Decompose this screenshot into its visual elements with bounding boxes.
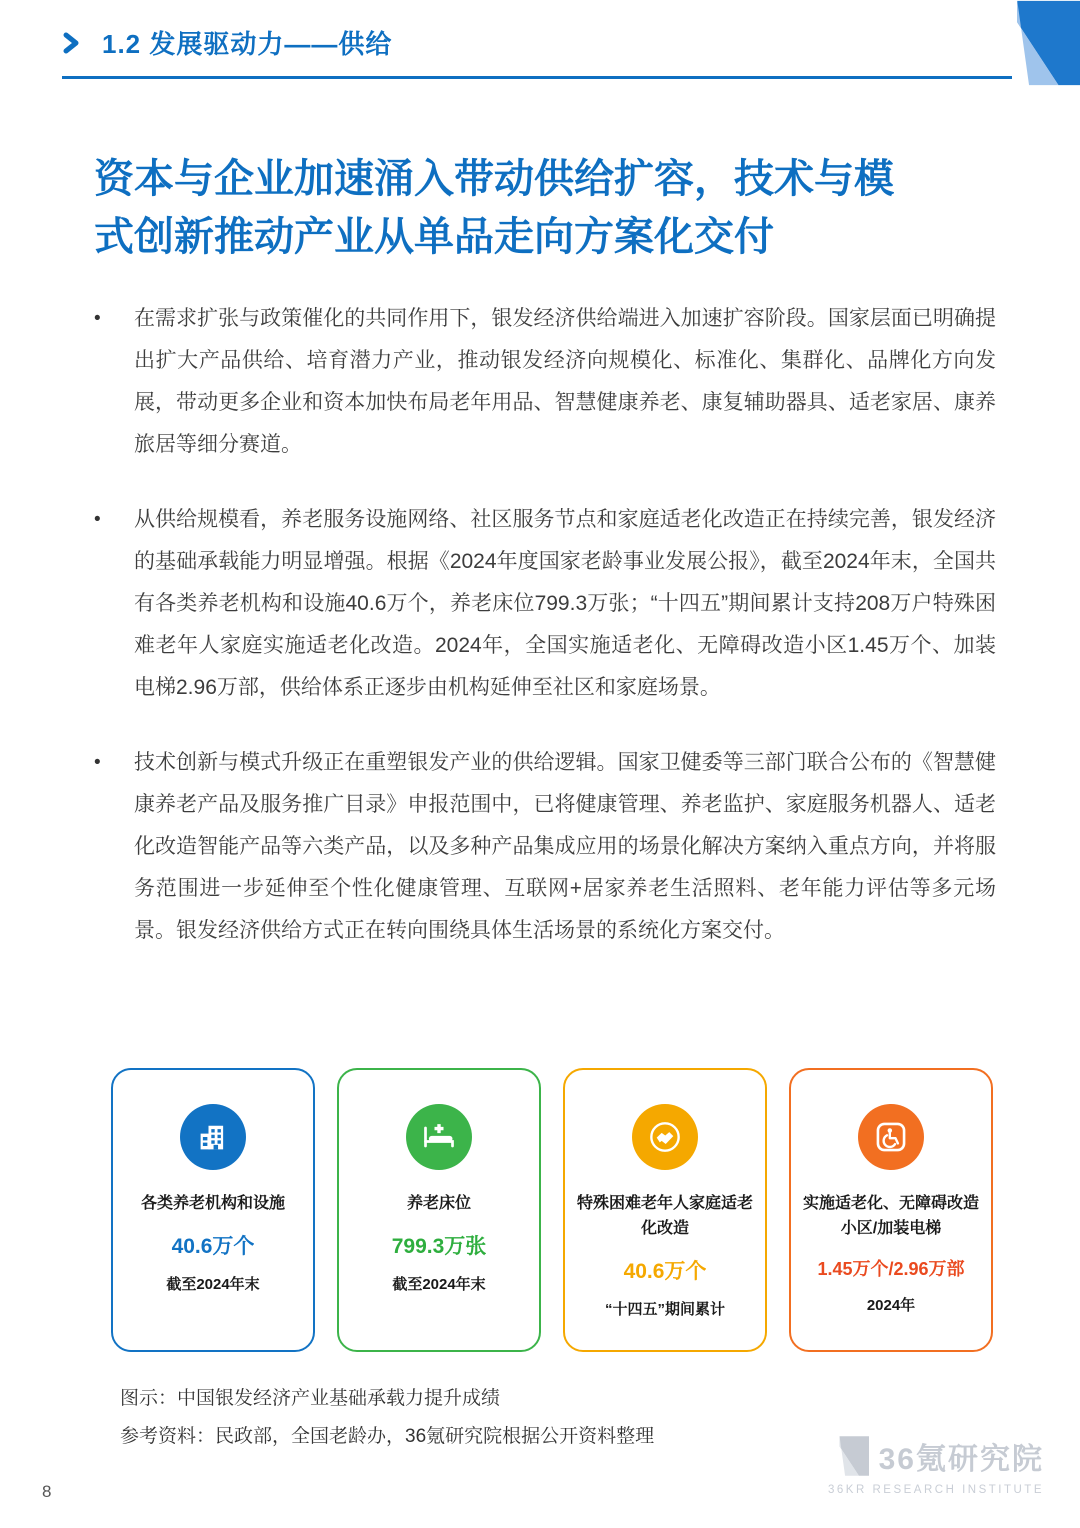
- stat-card-renovation: [563, 1068, 767, 1352]
- stat-note: 截至2024年末: [392, 1275, 486, 1293]
- stat-note: 2024年: [866, 1296, 916, 1314]
- bullet-marker: •: [94, 509, 101, 530]
- stat-label: 养老床位: [406, 1195, 471, 1212]
- bullet-item: [94, 298, 996, 466]
- 36kr-footer-logo-icon: [823, 1436, 869, 1476]
- page-title-line2: 式创新推动产业从单品走向方案化交付: [94, 215, 774, 259]
- stat-note: 截至2024年末: [166, 1275, 260, 1293]
- bullet-text: 从供给规模看，养老服务设施网络、社区服务节点和家庭适老化改造正在持续完善，银发经济的基础承载能力明显增强。根据《2024年度国家老龄事业发展公报》，截至2024年末，全国共有各类养老机构和设施40.6万个，养老床位799.3万张；“十四五”期间累计支持208万户特殊困难老年人家庭实施适老化改造。2024年，全国实施适老化、无障碍改造小区1.45万个、加装电梯2.96万部，供给体系正逐步由机构延伸至社区和家庭场景。: [134, 508, 996, 699]
- chevron-right-icon: [62, 30, 88, 56]
- bed-icon: [406, 1104, 472, 1170]
- page-title-line1: 资本与企业加速涌入带动供给扩容，技术与模: [94, 157, 894, 201]
- bullet-text: 在需求扩张与政策催化的共同作用下，银发经济供给端进入加速扩容阶段。国家层面已明确提出扩大产品供给、培育潜力产业，推动银发经济向规模化、标准化、集群化、品牌化方向发展，带动更多企业和资本加快布局老年用品、智慧健康养老、康复辅助器具、适老家居、康养旅居等细分赛道。: [134, 307, 996, 456]
- bullet-marker: •: [94, 308, 101, 329]
- bullet-list: [94, 298, 996, 985]
- source-note: 参考资料：民政部，全国老龄办，36氪研究院根据公开资料整理: [120, 1426, 655, 1447]
- footer-logo: [823, 1434, 1044, 1496]
- bullet-text: 技术创新与模式升级正在重塑银发产业的供给逻辑。国家卫健委等三部门联合公布的《智慧健康养老产品及服务推广目录》申报范围中，已将健康管理、养老监护、家庭服务机器人、适老化改造智能产品等六类产品，以及多种产品集成应用的场景化解决方案纳入重点方向，并将服务范围进一步延伸至个性化健康管理、互联网+居家养老生活照料、老年能力评估等多元场景。银发经济供给方式正在转向围绕具体生活场景的系统化方案交付。: [134, 751, 996, 942]
- stat-value: 40.6万个: [623, 1259, 707, 1283]
- stat-label: 特殊困难老年人家庭适老化改造: [576, 1195, 753, 1237]
- header-divider: [62, 76, 1012, 79]
- stat-card-accessibility: [789, 1068, 993, 1352]
- page-title: [94, 150, 1004, 266]
- stat-card-institutions: [111, 1068, 315, 1352]
- footer-logo-text-en: 36KR RESEARCH INSTITUTE: [828, 1484, 1044, 1496]
- page-number: 8: [42, 1482, 52, 1501]
- 36kr-logo-icon: [982, 0, 1080, 86]
- bullet-item: [94, 742, 996, 952]
- stat-value: 1.45万个/2.96万部: [817, 1258, 965, 1279]
- figure-caption: 图示：中国银发经济产业基础承载力提升成绩: [120, 1388, 501, 1409]
- stat-value: 40.6万个: [171, 1234, 255, 1258]
- footer-logo-text-cn: 36氪研究院: [878, 1443, 1044, 1476]
- bullet-marker: •: [94, 752, 101, 773]
- wheelchair-icon: [858, 1104, 924, 1170]
- section-header: [62, 24, 392, 61]
- stat-label: 各类养老机构和设施: [140, 1195, 285, 1212]
- section-title: 1.2 发展驱动力——供给: [102, 29, 393, 59]
- handshake-icon: [632, 1104, 698, 1170]
- building-icon: [180, 1104, 246, 1170]
- stat-note: “十四五”期间累计: [604, 1300, 725, 1318]
- stat-value: 799.3万张: [391, 1234, 487, 1258]
- stat-label: 实施适老化、无障碍改造小区/加装电梯: [802, 1195, 979, 1237]
- bullet-item: [94, 499, 996, 709]
- stat-card-beds: [337, 1068, 541, 1352]
- stat-cards: [111, 1068, 993, 1352]
